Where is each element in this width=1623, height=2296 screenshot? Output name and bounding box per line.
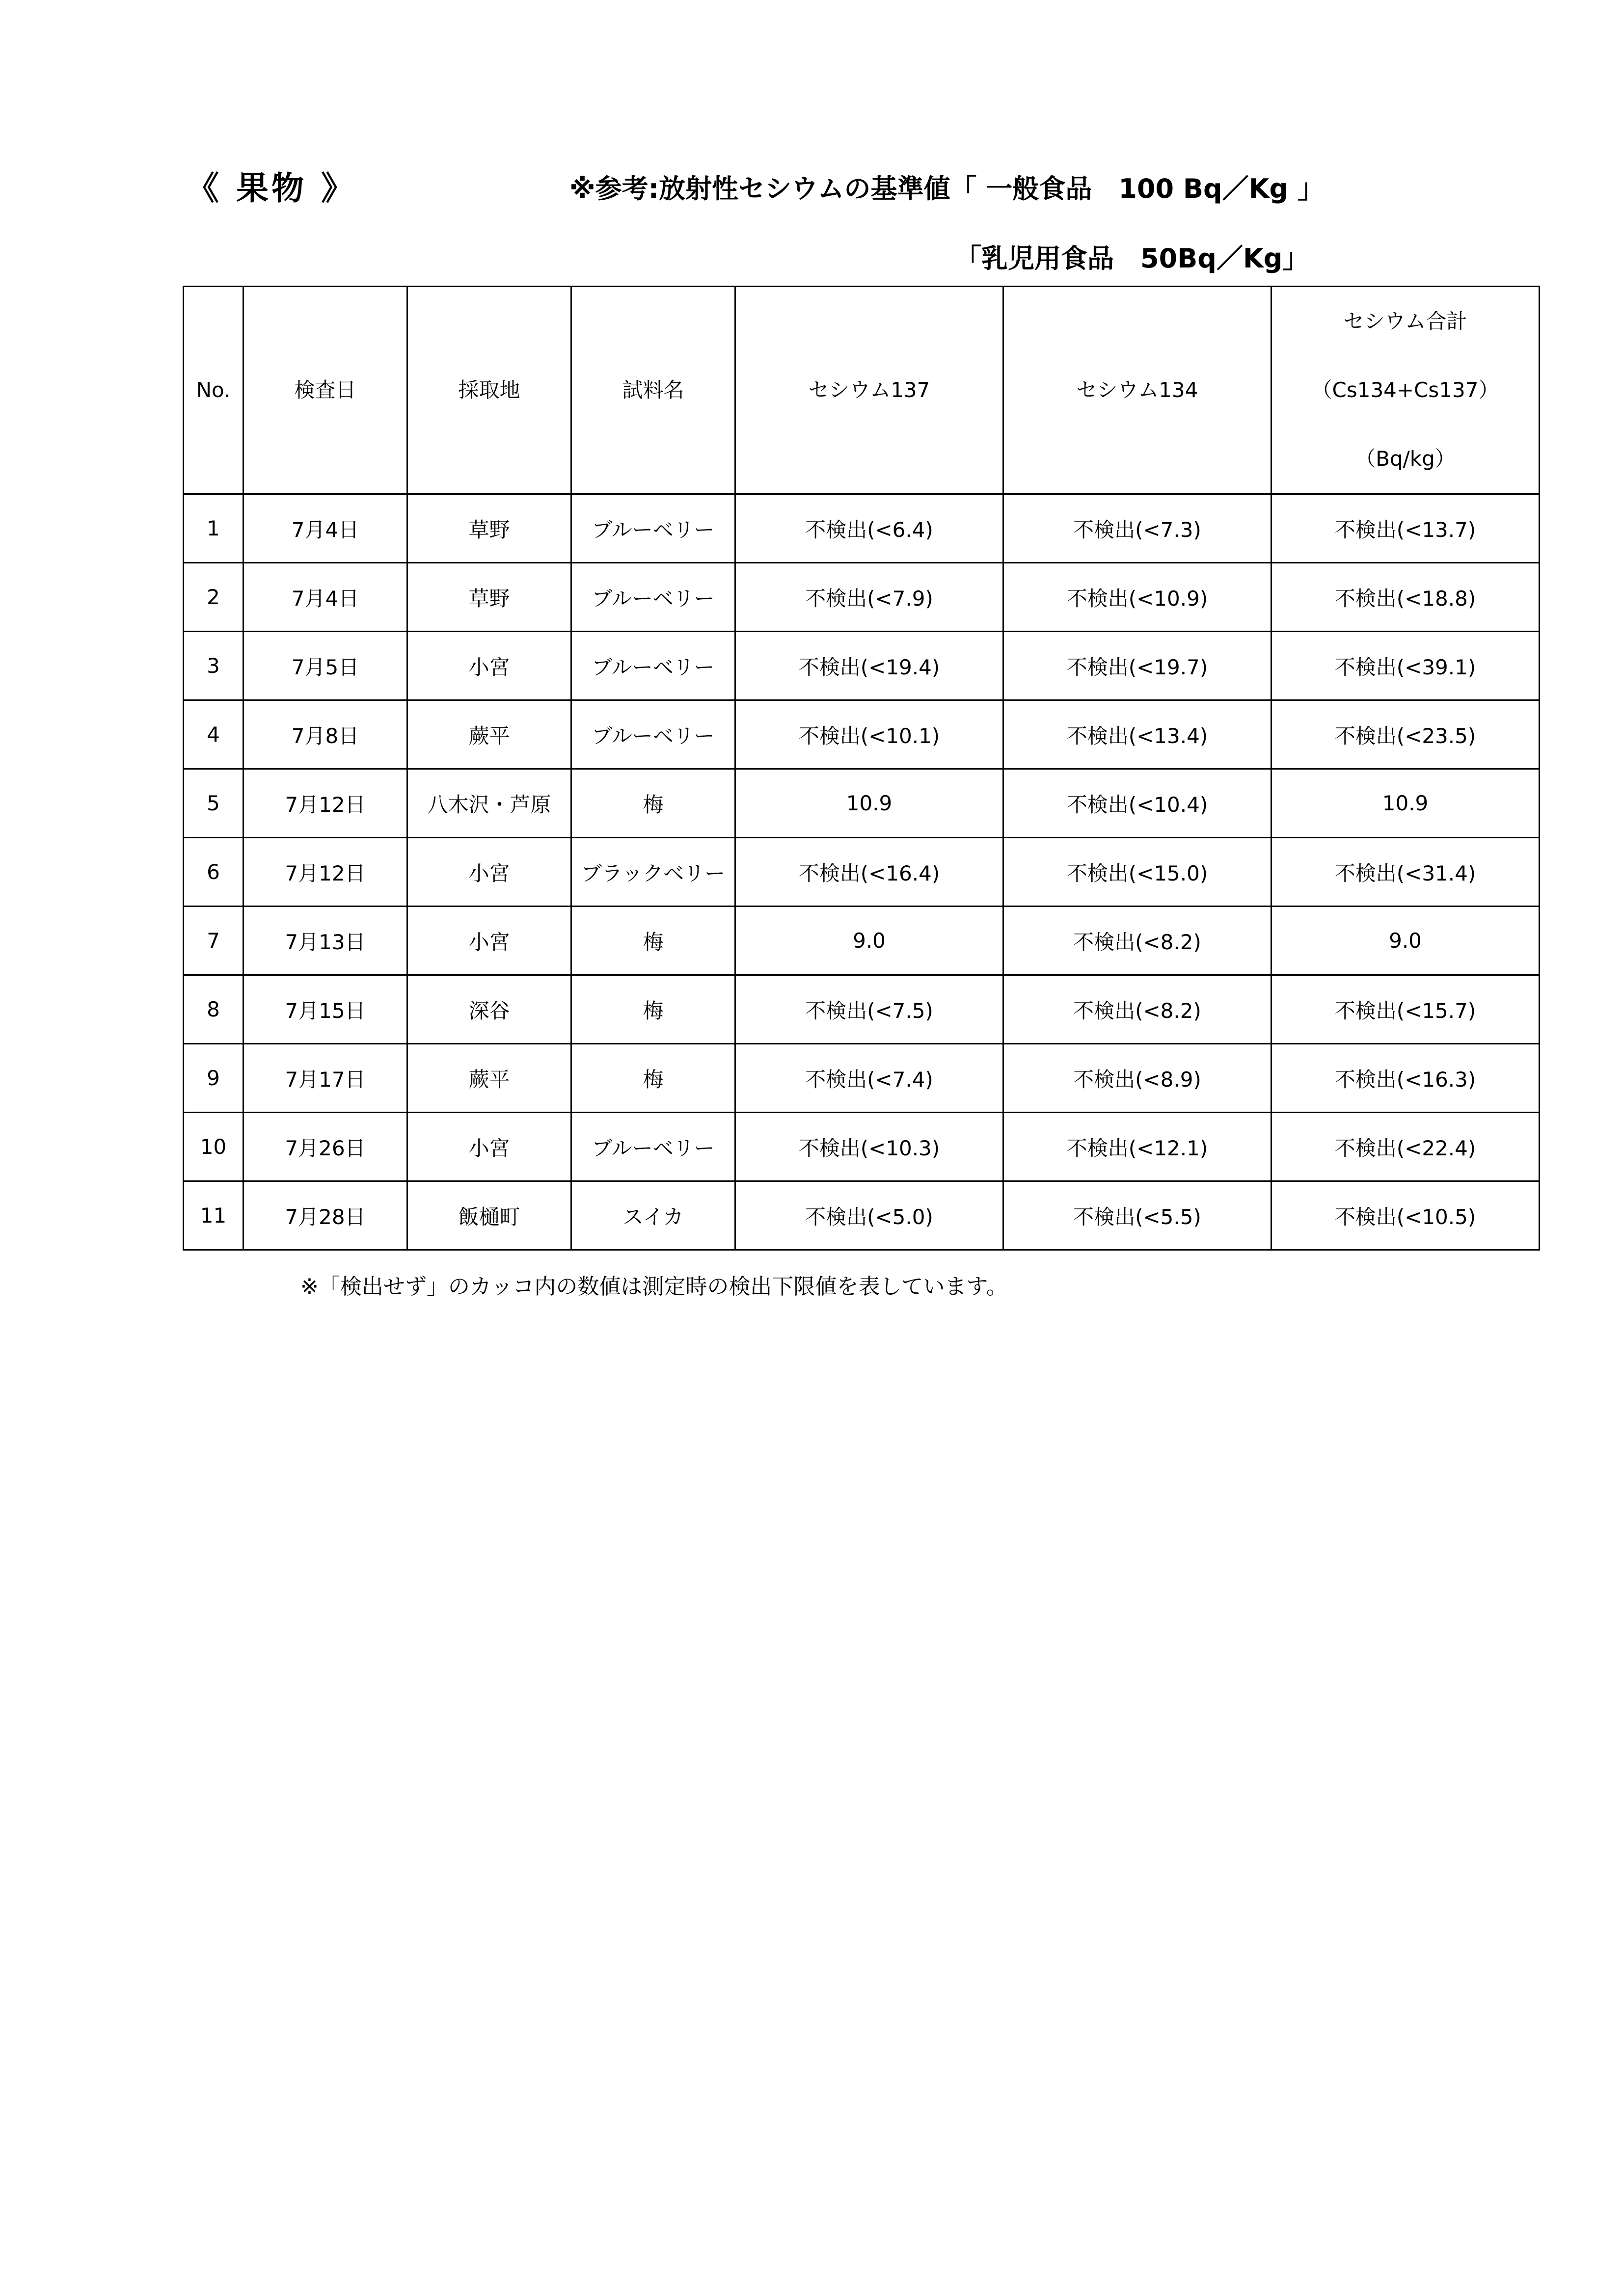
- cell-sample: ブルーベリー: [571, 563, 735, 632]
- cell-no: 4: [184, 700, 243, 769]
- cell-date: 7月15日: [243, 975, 407, 1044]
- cell-total: 9.0: [1271, 907, 1540, 975]
- cell-cs137: 不検出(<7.4): [735, 1044, 1003, 1113]
- table-row: [184, 907, 1540, 975]
- cell-no: 3: [184, 632, 243, 700]
- header-sample: 試料名: [571, 287, 735, 494]
- cell-cs134: 不検出(<10.4): [1003, 769, 1271, 838]
- cell-place: 八木沢・芦原: [407, 769, 571, 838]
- results-table: [183, 286, 1540, 1251]
- cell-total: 不検出(<18.8): [1271, 563, 1540, 632]
- cell-total: 不検出(<31.4): [1271, 838, 1540, 907]
- cell-no: 8: [184, 975, 243, 1044]
- cell-no: 5: [184, 769, 243, 838]
- cell-total: 不検出(<10.5): [1271, 1181, 1540, 1250]
- cell-date: 7月5日: [243, 632, 407, 700]
- cell-date: 7月4日: [243, 494, 407, 563]
- cell-cs137: 不検出(<7.5): [735, 975, 1003, 1044]
- cell-cs134: 不検出(<15.0): [1003, 838, 1271, 907]
- cell-sample: 梅: [571, 1044, 735, 1113]
- table-row: [184, 1181, 1540, 1250]
- table-row: [184, 632, 1540, 700]
- cell-cs134: 不検出(<8.9): [1003, 1044, 1271, 1113]
- cell-cs137: 不検出(<10.1): [735, 700, 1003, 769]
- cell-date: 7月28日: [243, 1181, 407, 1250]
- cell-place: 蕨平: [407, 1044, 571, 1113]
- header-no: No.: [184, 287, 243, 494]
- cell-cs134: 不検出(<8.2): [1003, 975, 1271, 1044]
- cell-place: 小宮: [407, 1113, 571, 1181]
- cell-sample: ブルーベリー: [571, 1113, 735, 1181]
- cell-sample: ブルーベリー: [571, 632, 735, 700]
- cell-cs137: 不検出(<7.9): [735, 563, 1003, 632]
- cell-total: 不検出(<16.3): [1271, 1044, 1540, 1113]
- table-header-row: [184, 287, 1540, 494]
- cell-place: 小宮: [407, 907, 571, 975]
- header-date: 検査日: [243, 287, 407, 494]
- table-row: [184, 700, 1540, 769]
- header-total-unit: （Bq/kg）: [1355, 447, 1456, 471]
- cell-no: 7: [184, 907, 243, 975]
- cell-sample: ブラックベリー: [571, 838, 735, 907]
- cell-no: 9: [184, 1044, 243, 1113]
- reference-standard-general: ※参考:放射性セシウムの基準値「 一般食品 100 Bq／Kg 」: [569, 173, 1324, 204]
- cell-total: 不検出(<13.7): [1271, 494, 1540, 563]
- cell-date: 7月17日: [243, 1044, 407, 1113]
- cell-place: 小宮: [407, 632, 571, 700]
- cell-cs134: 不検出(<13.4): [1003, 700, 1271, 769]
- table-row: [184, 975, 1540, 1044]
- header-place: 採取地: [407, 287, 571, 494]
- cell-cs134: 不検出(<7.3): [1003, 494, 1271, 563]
- cell-date: 7月8日: [243, 700, 407, 769]
- cell-place: 飯樋町: [407, 1181, 571, 1250]
- cell-total: 10.9: [1271, 769, 1540, 838]
- cell-sample: ブルーベリー: [571, 700, 735, 769]
- header-total: [1271, 287, 1540, 494]
- cell-place: 草野: [407, 494, 571, 563]
- reference-standard-infant: 「乳児用食品 50Bq／Kg」: [955, 243, 1309, 274]
- cell-place: 深谷: [407, 975, 571, 1044]
- cell-sample: 梅: [571, 769, 735, 838]
- cell-place: 蕨平: [407, 700, 571, 769]
- cell-date: 7月4日: [243, 563, 407, 632]
- header-cs137: セシウム137: [735, 287, 1003, 494]
- cell-date: 7月13日: [243, 907, 407, 975]
- cell-cs137: 10.9: [735, 769, 1003, 838]
- table-row: [184, 563, 1540, 632]
- cell-no: 6: [184, 838, 243, 907]
- cell-sample: スイカ: [571, 1181, 735, 1250]
- cell-cs134: 不検出(<12.1): [1003, 1113, 1271, 1181]
- cell-cs137: 9.0: [735, 907, 1003, 975]
- header-total-label: セシウム合計: [1343, 309, 1467, 333]
- cell-total: 不検出(<23.5): [1271, 700, 1540, 769]
- table-row: [184, 494, 1540, 563]
- cell-no: 1: [184, 494, 243, 563]
- header-cs134: セシウム134: [1003, 287, 1271, 494]
- cell-total: 不検出(<22.4): [1271, 1113, 1540, 1181]
- cell-cs134: 不検出(<5.5): [1003, 1181, 1271, 1250]
- cell-cs137: 不検出(<19.4): [735, 632, 1003, 700]
- cell-place: 小宮: [407, 838, 571, 907]
- cell-no: 2: [184, 563, 243, 632]
- cell-no: 10: [184, 1113, 243, 1181]
- cell-cs137: 不検出(<10.3): [735, 1113, 1003, 1181]
- cell-total: 不検出(<15.7): [1271, 975, 1540, 1044]
- cell-date: 7月12日: [243, 838, 407, 907]
- page-title: 《 果物 》: [187, 169, 356, 207]
- cell-sample: 梅: [571, 975, 735, 1044]
- cell-cs134: 不検出(<10.9): [1003, 563, 1271, 632]
- table-row: [184, 769, 1540, 838]
- cell-no: 11: [184, 1181, 243, 1250]
- table-row: [184, 1113, 1540, 1181]
- cell-sample: ブルーベリー: [571, 494, 735, 563]
- cell-date: 7月26日: [243, 1113, 407, 1181]
- cell-sample: 梅: [571, 907, 735, 975]
- cell-date: 7月12日: [243, 769, 407, 838]
- cell-cs134: 不検出(<8.2): [1003, 907, 1271, 975]
- cell-cs137: 不検出(<16.4): [735, 838, 1003, 907]
- table-row: [184, 1044, 1540, 1113]
- cell-cs137: 不検出(<6.4): [735, 494, 1003, 563]
- cell-cs137: 不検出(<5.0): [735, 1181, 1003, 1250]
- cell-cs134: 不検出(<19.7): [1003, 632, 1271, 700]
- table-row: [184, 838, 1540, 907]
- footnote: ※「検出せず」のカッコ内の数値は測定時の検出下限値を表しています。: [300, 1274, 1008, 1299]
- cell-total: 不検出(<39.1): [1271, 632, 1540, 700]
- header-total-formula: （Cs134+Cs137）: [1311, 378, 1499, 402]
- cell-place: 草野: [407, 563, 571, 632]
